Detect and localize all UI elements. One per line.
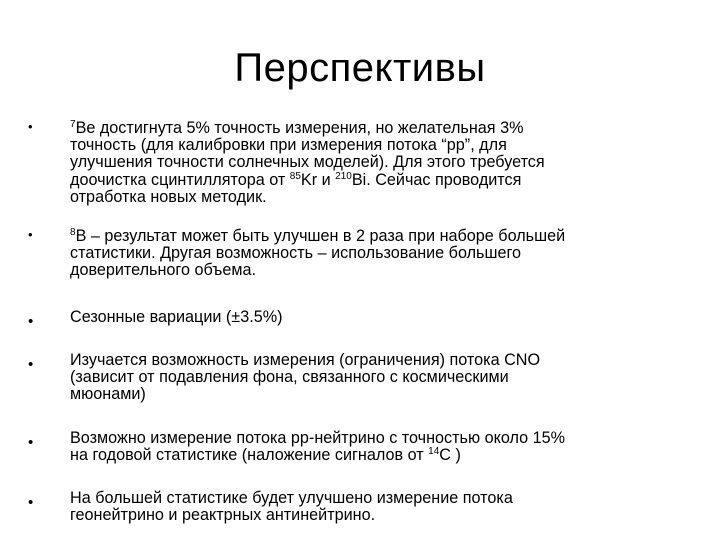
text-run: улучшения точности солнечных моделей). Для этого требуется [70,153,545,172]
text-run: C ) [439,446,461,465]
text-run: Be достигнута 5% точность измерения, но желательная 3% [75,119,524,137]
text-run: геонейтрино и реактрных антинейтрино. [70,506,376,525]
isotope-superscript: 7 [70,119,76,130]
bullet-text [70,352,695,404]
text-run: Bi. Сейчас проводится [351,170,522,189]
text-run: статистики. Другая возможность – использование большего [70,244,522,263]
bullet-text [70,228,695,280]
text-run: доверительного объема. [70,261,256,280]
isotope-superscript: 85 [289,170,301,182]
text-run: мюонами) [70,385,146,404]
text-run: Сезонные вариации (±3.5%) [70,308,283,326]
bullet-text [70,309,695,326]
text-run: точность (для калибровки при измерения потока “pp”, для [70,136,507,155]
text-run: На большей статистике будет улучшено измерение потока [70,489,513,507]
isotope-superscript: 210 [335,170,352,182]
bullet-marker: • [28,313,34,330]
text-run: отработка новых методик. [70,187,267,206]
text-run: B – результат может быть улучшен в 2 раза при наборе большей [75,227,566,245]
bullet-text [70,430,695,464]
slide-title: Перспективы [234,46,486,90]
text-run: Возможно измерение потока pp-нейтрино с точностью около 15% [70,429,566,447]
text-run: Kr и [300,170,336,189]
bullet-marker: • [28,356,34,373]
isotope-superscript: 8 [70,227,76,238]
text-run: доочистка сцинтиллятора от [70,170,290,189]
bullet-marker: • [28,119,33,134]
bullet-text [70,120,695,206]
text-run: (зависит от подавления фона, связанного с космическими [70,368,509,387]
bullet-marker: • [28,434,34,451]
isotope-superscript: 14 [428,446,440,458]
bullet-marker: • [28,227,33,242]
bullet-marker: • [28,494,34,511]
text-run: Изучается возможность измерения (ограничения) потока CNO [70,351,541,369]
bullet-text [70,490,695,524]
text-run: на годовой статистике (наложение сигналов от [70,446,429,465]
